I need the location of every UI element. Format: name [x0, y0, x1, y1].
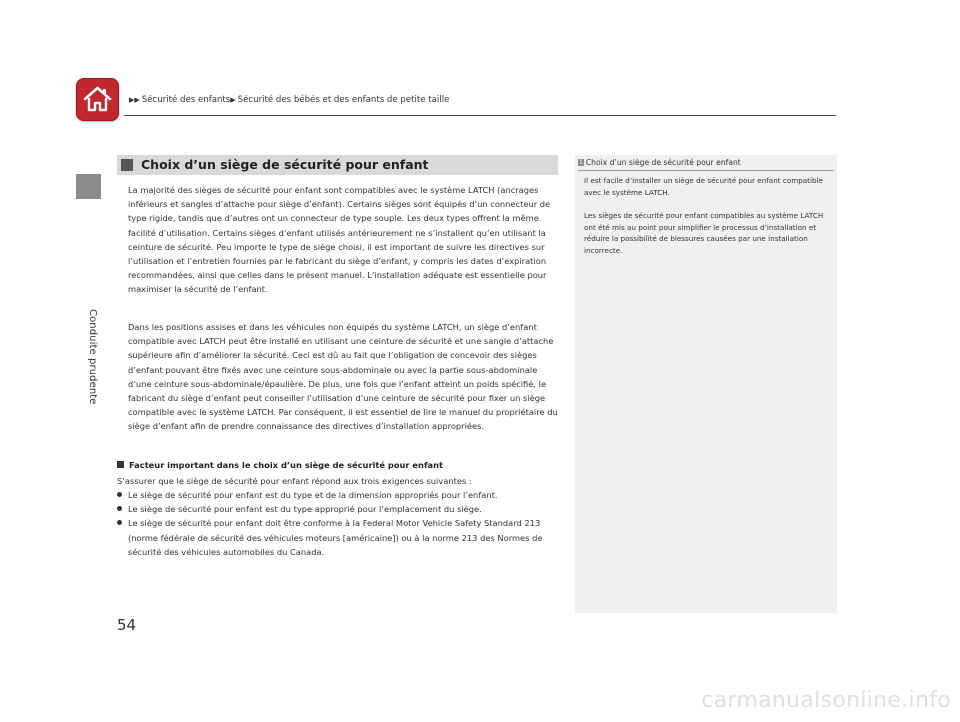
- side-note-panel: [575, 155, 837, 613]
- list-item: Le siège de sécurité pour enfant est du type approprié pour l’emplacement du siège.: [117, 502, 559, 516]
- section-side-label: Conduite prudente: [87, 309, 98, 405]
- list-item: Le siège de sécurité pour enfant doit être conforme à la Federal Motor Vehicle Safety Standard 213 (norme fédérale de sécurité des véhicules moteurs [américaine]) ou à la norme 213 des Normes de sécurité des véhicules automobiles du Canada.: [117, 516, 559, 559]
- bullet-icon: [117, 520, 122, 525]
- body-paragraph-2: Dans les positions assises et dans les véhicules non équipés du système LATCH, un siège d’enfant compatible avec LATCH peut être installé en utilisant une ceinture de sécurité et une sangle d’attache supérieure afin d’améliorer la sécurité. Ceci est dû au fait que l’obligation de concevoir des sièges d’enfant pouvant être fixés avec une ceinture sous-abdominale ou avec la partie sous-abdominale d’une ceinture sous-abdominale/épaulière. De plus, une fois que l’enfant atteint un poids spécifié, le fabricant du siège d’enfant peut conseiller l’utilisation d’une ceinture de sécurité pour fixer un siège compatible avec le système LATCH. Par conséquent, il est essentiel de lire le manuel du propriétaire du siège d’enfant afin de prendre connaissance des directives d’installation appropriées.: [128, 322, 558, 432]
- breadcrumb-item[interactable]: Sécurité des enfants: [141, 95, 231, 105]
- requirements-list: [117, 488, 559, 559]
- breadcrumb: [129, 95, 449, 105]
- breadcrumb-item[interactable]: Sécurité des bébés et des enfants de petite taille: [237, 95, 450, 105]
- breadcrumb-arrow-icon: ▶: [230, 96, 236, 104]
- header-rule: [124, 115, 836, 116]
- section-square-icon: [121, 159, 133, 171]
- body-paragraph-1: La majorité des sièges de sécurité pour enfant sont compatibles avec le système LATCH (ancrages inférieurs et sangles d’attache pour siège d’enfant). Certains sièges sont équipés d’un connecteur de type rigide, tandis que d’autres ont un connecteur de type souple. Les deux types offrent la même facilité d’utilisation. Certains sièges d’enfant utilisés antérieurement ne s’installent qu’en utilisant la ceinture de sécurité. Peu importe le type de siège choisi, il est important de suivre les directives sur l’utilisation et l’entretien fournies par le fabricant du siège d’enfant, y compris les dates d’expiration recommandées, ainsi que celles dans le présent manuel. L’installation adéquate est essentielle pour maximiser la sécurité de l’enfant.: [128, 185, 551, 295]
- subheading: Facteur important dans le choix d’un siège de sécurité pour enfant: [117, 460, 443, 470]
- page-number: 54: [117, 616, 137, 634]
- section-tab-marker[interactable]: [76, 174, 101, 199]
- section-title: Choix d’un siège de sécurité pour enfant: [141, 157, 429, 172]
- subheading-square-icon: [117, 461, 124, 468]
- side-note-reference[interactable]: 1 Choix d’un siège de sécurité pour enfant: [579, 158, 741, 167]
- reference-number-badge: 1: [579, 159, 583, 166]
- bullet-icon: [117, 506, 122, 511]
- requirements-intro: S’assurer que le siège de sécurité pour enfant répond aux trois exigences suivantes :: [117, 476, 472, 486]
- breadcrumb-arrow-icon: ▶▶: [129, 96, 140, 104]
- watermark: carmanualsonline.info: [701, 688, 951, 713]
- list-item: Le siège de sécurité pour enfant est du type et de la dimension appropriés pour l’enfant.: [117, 488, 559, 502]
- side-note-text-2: Les sièges de sécurité pour enfant compatibles au système LATCH ont été mis au point pour simplifier le processus d’installation et réduire la possibilité de blessures causées par une installation incorrecte.: [584, 211, 824, 255]
- side-note-text-1: Il est facile d’installer un siège de sécurité pour enfant compatible avec le système LATCH.: [584, 176, 823, 197]
- home-button[interactable]: [76, 78, 119, 121]
- section-header: [117, 155, 558, 175]
- side-note-divider: [578, 170, 834, 171]
- home-icon: [82, 84, 113, 115]
- bullet-icon: [117, 492, 122, 497]
